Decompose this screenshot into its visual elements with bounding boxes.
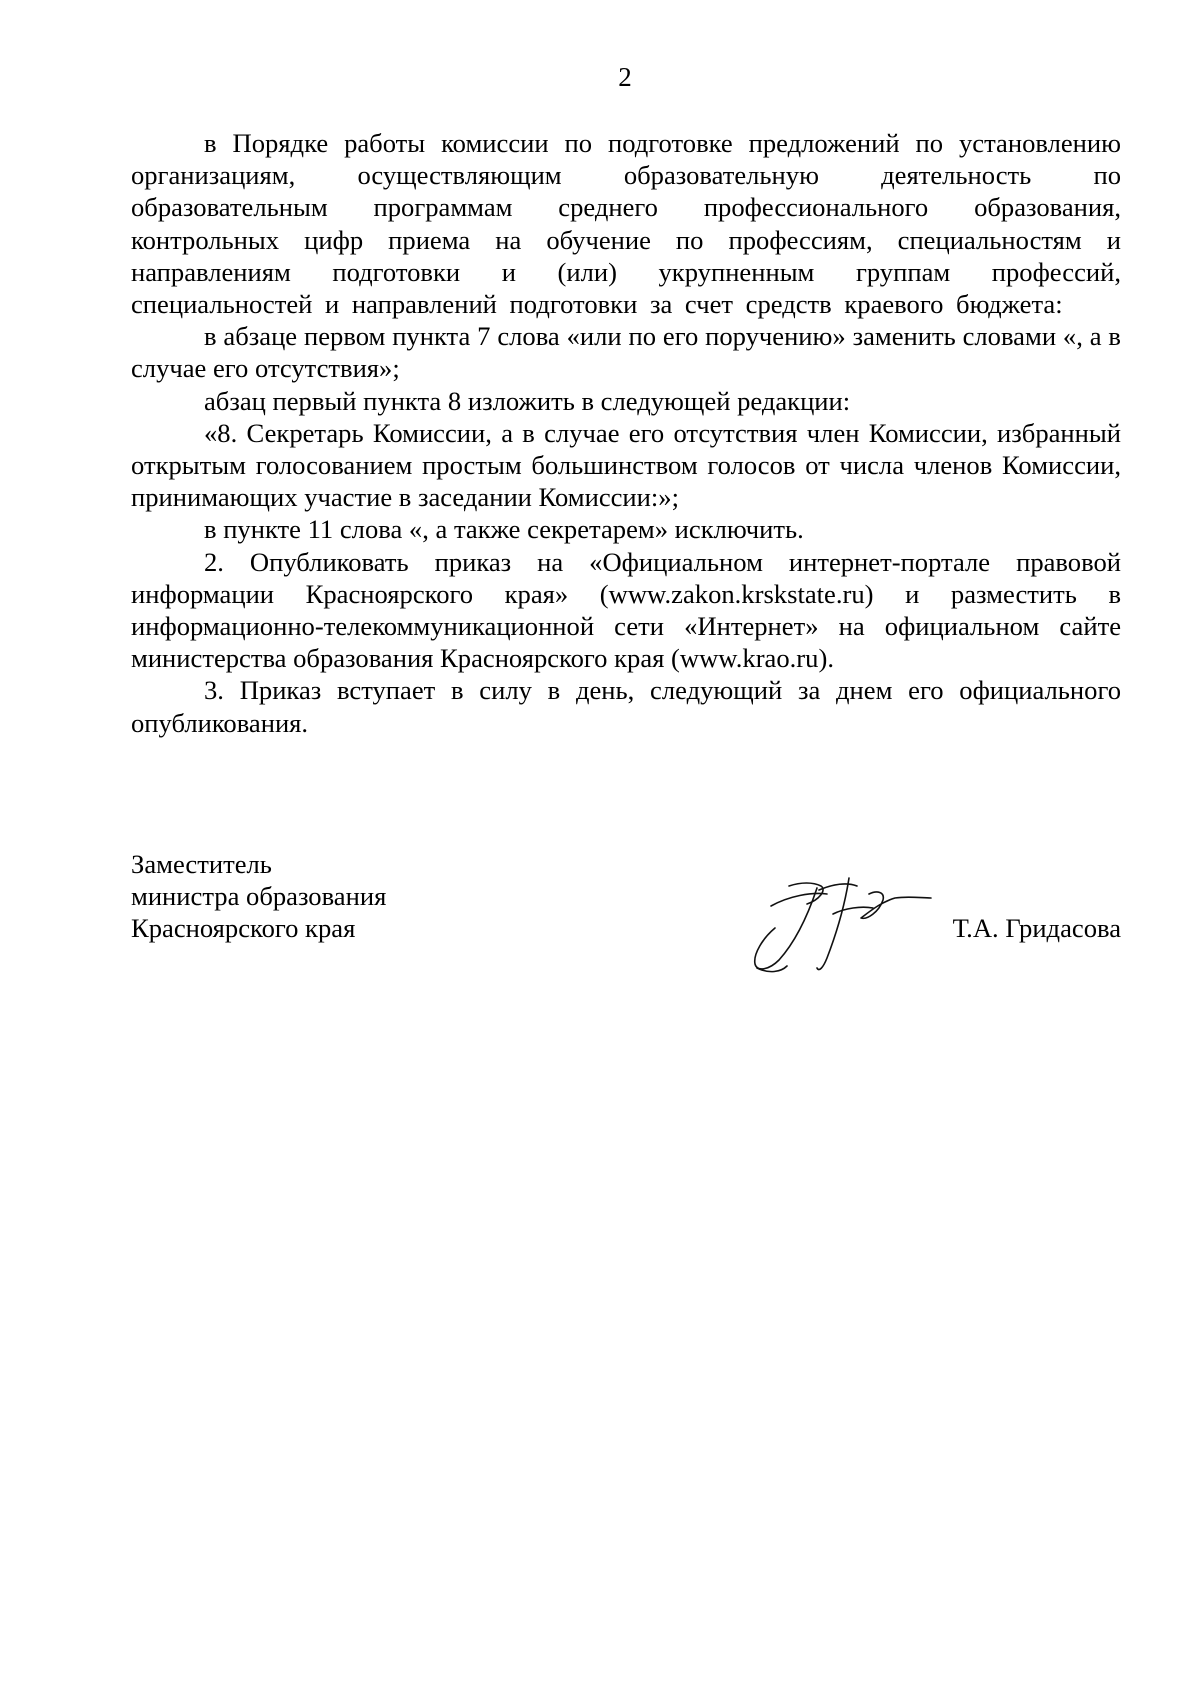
paragraph-clause-7-amendment: в абзаце первом пункта 7 слова «или по его поручению» заменить словами «, а в случае его отсутствия»; bbox=[131, 321, 1121, 384]
signatory-position-line: Заместитель bbox=[131, 849, 272, 879]
document-body bbox=[131, 127, 1121, 739]
signatory-position-line: Красноярского края bbox=[131, 913, 356, 943]
paragraph-clause-8-text: «8. Секретарь Комиссии, а в случае его отсутствия член Комиссии, избранный открытым голосованием простым большинством голосов от числа членов Комиссии, принимающих участие в заседании Комиссии:»; bbox=[131, 417, 1121, 513]
handwritten-signature bbox=[749, 868, 939, 978]
paragraph-entry-into-force: 3. Приказ вступает в силу в день, следующий за днем его официального опубликования. bbox=[131, 675, 1121, 738]
signature-block bbox=[131, 848, 1121, 978]
signatory-position-line: министра образования bbox=[131, 881, 387, 911]
paragraph-order-amendment-intro: в Порядке работы комиссии по подготовке предложений по установлению организациям, осуществляющим образовательную деятельность по образовательным программам среднего профессионального образования, контрольных цифр приема на обучение по профессиям, специальностям и направлениям подготовки и (или) укрупненным группам профессий, специальностей и направлений подготовки за счет средств краевого бюджета: bbox=[131, 128, 1121, 320]
page-number: 2 bbox=[618, 62, 632, 92]
signatory-name: Т.А. Гридасова bbox=[952, 913, 1121, 943]
signatory-position bbox=[131, 848, 531, 944]
paragraph-clause-8-intro: абзац первый пункта 8 изложить в следующей редакции: bbox=[204, 385, 851, 416]
paragraph-publication: 2. Опубликовать приказ на «Официальном интернет-портале правовой информации Красноярского края» (www.zakon.krskstate.ru) и разместить в информационно-телекоммуникационной сети «Интернет» на официальном сайте министерства образования Красноярского края (www.krao.ru). bbox=[131, 546, 1121, 674]
paragraph-clause-11-amendment: в пункте 11 слова «, а также секретарем» исключить. bbox=[204, 514, 804, 545]
